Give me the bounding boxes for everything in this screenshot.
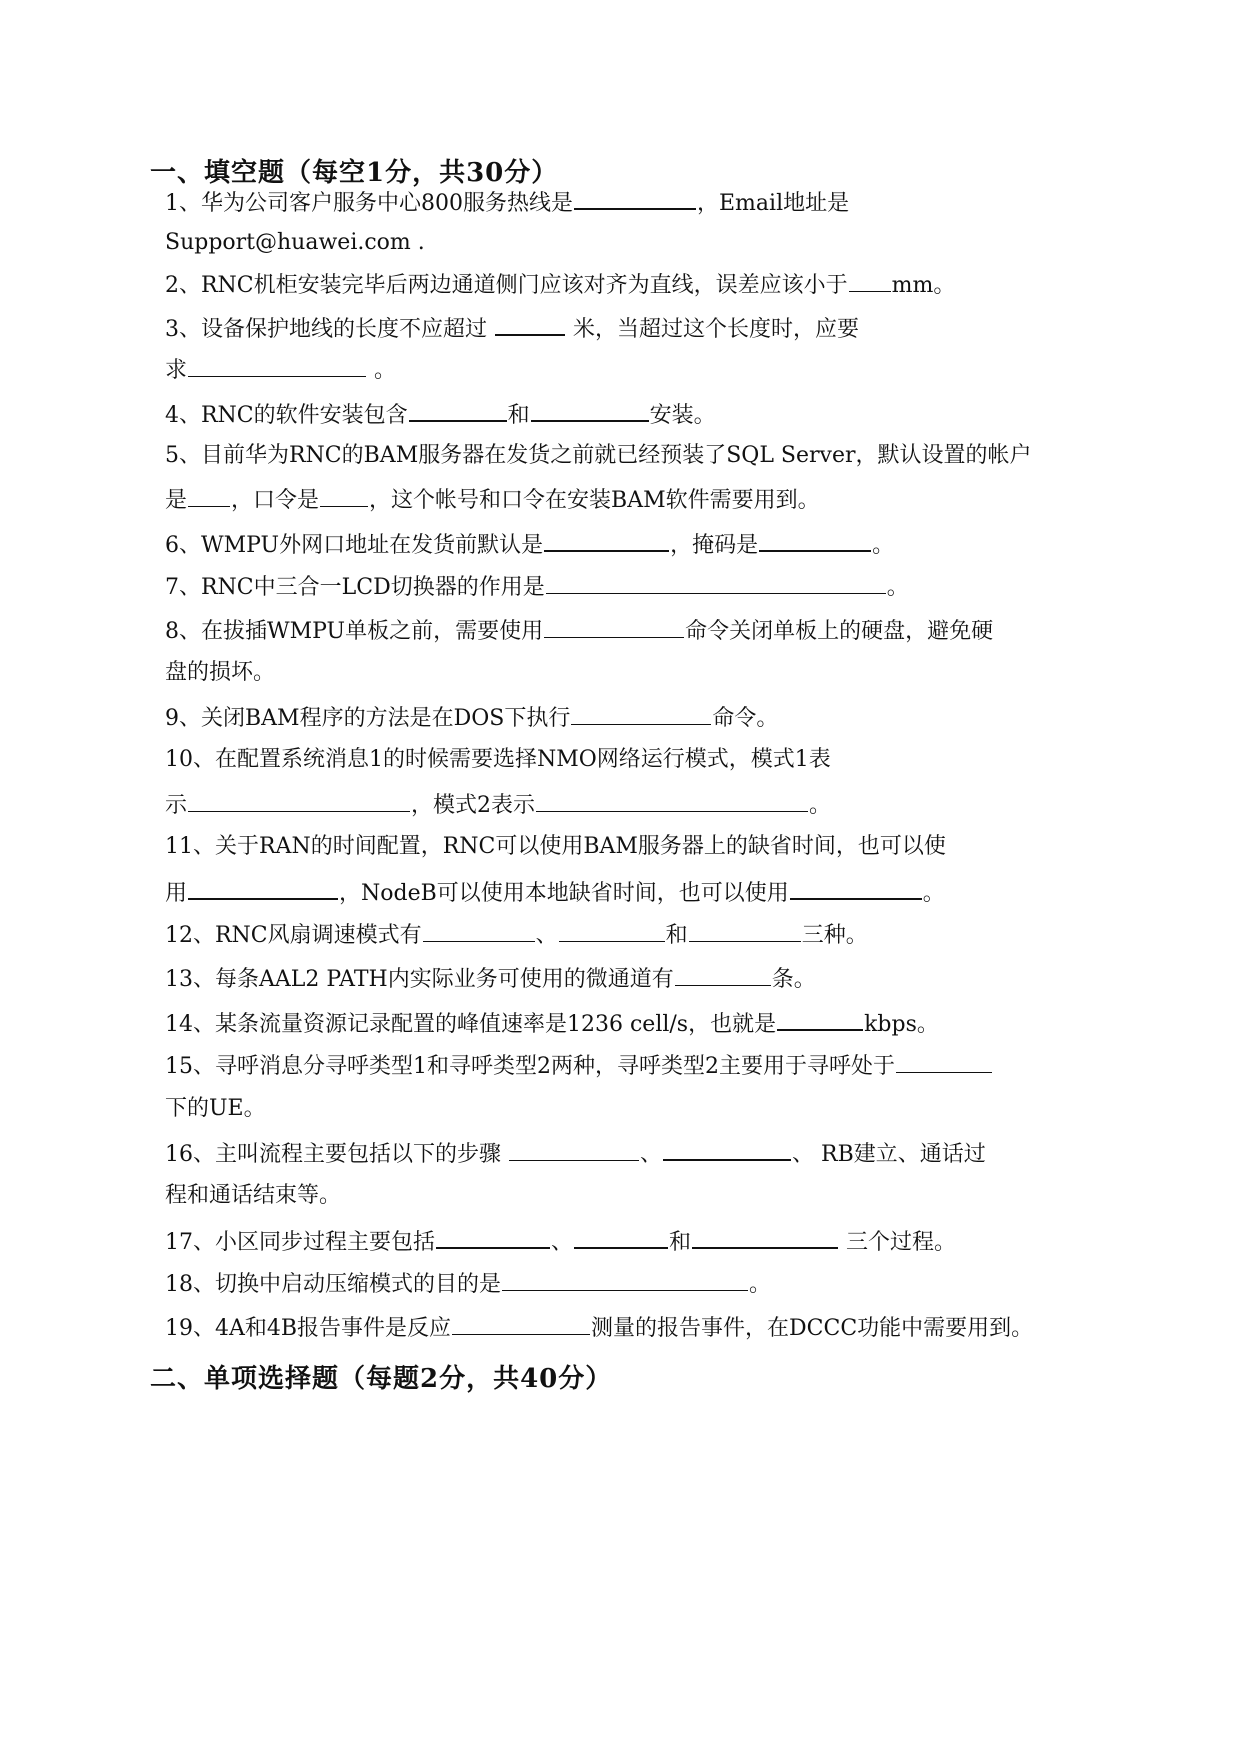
- answer-blank[interactable]: [188, 876, 338, 900]
- answer-blank[interactable]: [574, 186, 696, 210]
- answer-blank[interactable]: [436, 1225, 550, 1249]
- question-11: 11、关于RAN的时间配置，RNC可以使用BAM服务器上的缺省时间，也可以使: [165, 834, 946, 859]
- answer-blank[interactable]: [188, 484, 230, 507]
- question-5-continued: 是 ，口令是 ，这个帐号和口令在安装BAM软件需要用到。: [165, 484, 820, 516]
- answer-blank[interactable]: [423, 919, 535, 942]
- question-16-continued: 程和通话结束等。: [165, 1183, 342, 1208]
- answer-blank[interactable]: [546, 571, 886, 594]
- answer-blank[interactable]: [896, 1050, 992, 1073]
- answer-blank[interactable]: [571, 702, 711, 725]
- question-19: 19、4A和4B报告事件是反应 测量的报告事件，在DCCC功能中需要用到。: [165, 1312, 1033, 1344]
- question-8: 8、在拔插WMPU单板之前，需要使用 命令关闭单板上的硬盘，避免硬: [165, 615, 993, 647]
- answer-blank[interactable]: [502, 1268, 748, 1291]
- question-5: 5、目前华为RNC的BAM服务器在发货之前就已经预装了SQL Server，默认设置的帐户: [165, 443, 1032, 468]
- answer-blank[interactable]: [777, 1007, 863, 1031]
- question-13: 13、每条AAL2 PATH内实际业务可使用的微通道有 条。: [165, 963, 816, 995]
- question-10: 10、在配置系统消息1的时候需要选择NMO网络运行模式，模式1表: [165, 747, 831, 772]
- answer-blank[interactable]: [692, 1225, 838, 1249]
- question-8-continued: 盘的损坏。: [165, 660, 276, 685]
- answer-blank[interactable]: [790, 876, 922, 900]
- answer-blank[interactable]: [663, 1137, 791, 1161]
- question-7: 7、RNC中三合一LCD切换器的作用是 。: [165, 571, 909, 603]
- question-18: 18、切换中启动压缩模式的目的是 。: [165, 1268, 771, 1300]
- answer-blank[interactable]: [574, 1225, 668, 1249]
- answer-blank[interactable]: [689, 919, 801, 942]
- question-11-continued: 用 ，NodeB可以使用本地缺省时间，也可以使用 。: [165, 876, 945, 909]
- answer-blank[interactable]: [531, 398, 649, 422]
- answer-blank[interactable]: [759, 528, 871, 552]
- answer-blank[interactable]: [188, 789, 410, 812]
- answer-blank[interactable]: [544, 528, 669, 552]
- answer-blank[interactable]: [495, 312, 565, 336]
- answer-blank[interactable]: [452, 1312, 590, 1335]
- question-6: 6、WMPU外网口地址在发货前默认是 ，掩码是 。: [165, 528, 894, 561]
- question-14: 14、某条流量资源记录配置的峰值速率是1236 cell/s，也就是 kbps。: [165, 1007, 939, 1040]
- question-4: 4、RNC的软件安装包含 和 安装。: [165, 398, 716, 431]
- question-1-continued: Support@huawei.com .: [165, 230, 425, 255]
- answer-blank[interactable]: [409, 398, 507, 422]
- section-heading-single-choice: 二、单项选择题（每题2分，共40分）: [150, 1364, 613, 1394]
- question-17: 17、小区同步过程主要包括 、 和 三个过程。: [165, 1225, 956, 1258]
- question-10-continued: 示 ，模式2表示 。: [165, 789, 831, 821]
- answer-blank[interactable]: [559, 919, 665, 942]
- question-15-continued: 下的UE。: [165, 1096, 266, 1121]
- question-3: 3、设备保护地线的长度不应超过 米，当超过这个长度时，应要: [165, 312, 859, 345]
- question-12: 12、RNC风扇调速模式有 、 和 三种。: [165, 919, 868, 951]
- question-15: 15、寻呼消息分寻呼类型1和寻呼类型2两种，寻呼类型2主要用于寻呼处于: [165, 1050, 993, 1082]
- answer-blank[interactable]: [849, 269, 891, 292]
- question-3-continued: 求 。: [165, 354, 396, 386]
- question-2: 2、RNC机柜安装完毕后两边通道侧门应该对齐为直线，误差应该小于 mm。: [165, 269, 955, 301]
- answer-blank[interactable]: [675, 963, 771, 986]
- question-1: 1、华为公司客户服务中心800服务热线是 ，Email地址是: [165, 186, 849, 219]
- answer-blank[interactable]: [536, 789, 808, 812]
- answer-blank[interactable]: [320, 484, 368, 507]
- answer-blank[interactable]: [544, 615, 684, 638]
- answer-blank[interactable]: [188, 354, 366, 377]
- answer-blank[interactable]: [509, 1138, 639, 1161]
- question-9: 9、关闭BAM程序的方法是在DOS下执行 命令。: [165, 702, 778, 734]
- question-16: 16、主叫流程主要包括以下的步骤 、 、 RB建立、通话过: [165, 1137, 986, 1170]
- section-heading-fill-in: 一、填空题（每空1分，共30分）: [150, 158, 559, 188]
